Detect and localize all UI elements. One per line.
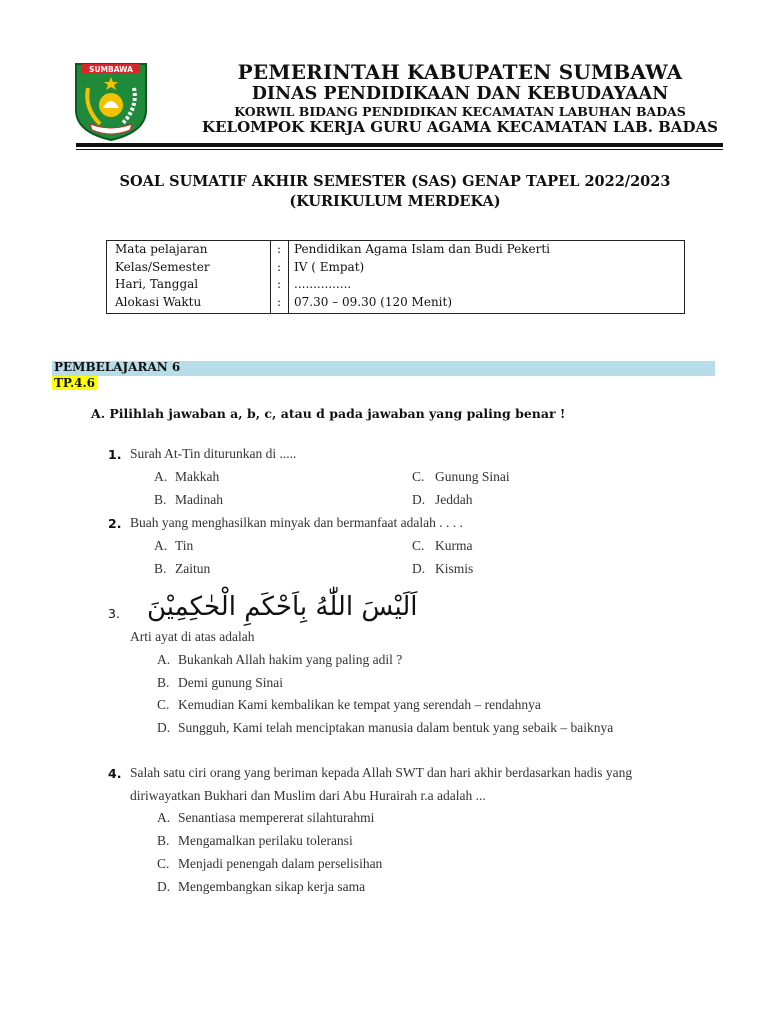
info-label: Kelas/Semester bbox=[115, 260, 210, 274]
option-letter: A. bbox=[154, 538, 168, 553]
option-text: Kemudian Kami kembalikan ke tempat yang serendah – rendahnya bbox=[178, 697, 541, 712]
info-value: 07.30 – 09.30 (120 Menit) bbox=[294, 295, 453, 309]
option-text: Menjadi penengah dalam perselisihan bbox=[178, 856, 383, 871]
info-value: ............... bbox=[294, 277, 352, 291]
logo-banner-text: SUMBAWA bbox=[89, 65, 133, 74]
info-label: Hari, Tanggal bbox=[115, 277, 199, 291]
option-letter: D. bbox=[157, 720, 171, 735]
option-letter: B. bbox=[154, 561, 167, 576]
option-letter: C. bbox=[412, 469, 425, 484]
option-text: Zaitun bbox=[175, 561, 211, 576]
question-text-line-2: diriwayatkan Bukhari dan Muslim dari Abu Hurairah r.a adalah ... bbox=[130, 788, 486, 803]
question-text: Buah yang menghasilkan minyak dan bermanfaat adalah . . . . bbox=[130, 515, 463, 530]
exam-title: SOAL SUMATIF AKHIR SEMESTER (SAS) GENAP TAPEL 2022/2023 bbox=[119, 173, 671, 190]
option-letter: D. bbox=[412, 561, 426, 576]
option-letter: D. bbox=[157, 879, 171, 894]
info-colon: : bbox=[277, 295, 282, 309]
arabic-verse: اَلَيْسَ اللّٰهُ بِاَحْكَمِ الْحٰكِمِيْنَ bbox=[147, 592, 418, 622]
option-text: Makkah bbox=[175, 469, 220, 484]
info-label: Mata pelajaran bbox=[115, 242, 208, 256]
info-row-date bbox=[107, 277, 684, 295]
option-letter: D. bbox=[412, 492, 426, 507]
option-text: Demi gunung Sinai bbox=[178, 675, 283, 690]
info-row-subject bbox=[107, 242, 684, 260]
option-letter: B. bbox=[157, 675, 170, 690]
question-number: 1. bbox=[108, 447, 122, 462]
option-text: Kurma bbox=[435, 538, 473, 553]
question-number: 3. bbox=[108, 606, 120, 621]
letterhead-line-3: KORWIL BIDANG PENDIDIKAN KECAMATAN LABUHAN BADAS bbox=[234, 104, 686, 119]
option-text: Bukankah Allah hakim yang paling adil ? bbox=[178, 652, 403, 667]
info-colon: : bbox=[277, 242, 282, 256]
option-letter: A. bbox=[157, 652, 171, 667]
letterhead-divider-thin bbox=[76, 149, 723, 150]
tp-code-highlight: TP.4.6 bbox=[54, 376, 96, 390]
option-letter: B. bbox=[157, 833, 170, 848]
option-letter: A. bbox=[154, 469, 168, 484]
question-text: Arti ayat di atas adalah bbox=[130, 629, 255, 644]
option-letter: A. bbox=[157, 810, 171, 825]
letterhead-line-2: DINAS PENDIDIKAAN DAN KEBUDAYAAN bbox=[251, 84, 669, 104]
option-letter: C. bbox=[157, 697, 170, 712]
option-letter: C. bbox=[157, 856, 170, 871]
instruction-text: A. Pilihlah jawaban a, b, c, atau d pada jawaban yang paling benar ! bbox=[91, 406, 566, 421]
info-colon: : bbox=[277, 277, 282, 291]
info-colon: : bbox=[277, 260, 282, 274]
info-value: IV ( Empat) bbox=[294, 260, 365, 274]
question-number: 4. bbox=[108, 766, 122, 781]
option-text: Madinah bbox=[175, 492, 223, 507]
option-letter: B. bbox=[154, 492, 167, 507]
info-row-duration bbox=[107, 295, 684, 313]
option-text: Sungguh, Kami telah menciptakan manusia dalam bentuk yang sebaik – baiknya bbox=[178, 720, 614, 735]
option-text: Mengembangkan sikap kerja sama bbox=[178, 879, 366, 894]
exam-info-table bbox=[106, 240, 685, 314]
letterhead-line-1: PEMERINTAH KABUPATEN SUMBAWA bbox=[237, 60, 683, 84]
option-text: Kismis bbox=[435, 561, 474, 576]
info-row-class bbox=[107, 260, 684, 278]
letterhead-divider-thick bbox=[76, 143, 723, 147]
sumbawa-emblem-logo bbox=[70, 58, 152, 142]
info-value: Pendidikan Agama Islam dan Budi Pekerti bbox=[294, 242, 550, 256]
option-text: Jeddah bbox=[435, 492, 473, 507]
option-letter: C. bbox=[412, 538, 425, 553]
option-text: Gunung Sinai bbox=[435, 469, 510, 484]
question-text-line-1: Salah satu ciri orang yang beriman kepada Allah SWT dan hari akhir berdasarkan hadis yang bbox=[130, 765, 633, 780]
option-text: Senantiasa mempererat silahturahmi bbox=[178, 810, 375, 825]
option-text: Tin bbox=[175, 538, 194, 553]
question-text: Surah At-Tin diturunkan di ..... bbox=[130, 446, 297, 461]
section-title: PEMBELAJARAN 6 bbox=[54, 360, 181, 374]
info-label: Alokasi Waktu bbox=[115, 295, 202, 309]
letterhead-line-4: KELOMPOK KERJA GURU AGAMA KECAMATAN LAB. BADAS bbox=[202, 118, 718, 136]
option-text: Mengamalkan perilaku toleransi bbox=[178, 833, 353, 848]
exam-subtitle: (KURIKULUM MERDEKA) bbox=[289, 193, 501, 210]
question-number: 2. bbox=[108, 516, 122, 531]
